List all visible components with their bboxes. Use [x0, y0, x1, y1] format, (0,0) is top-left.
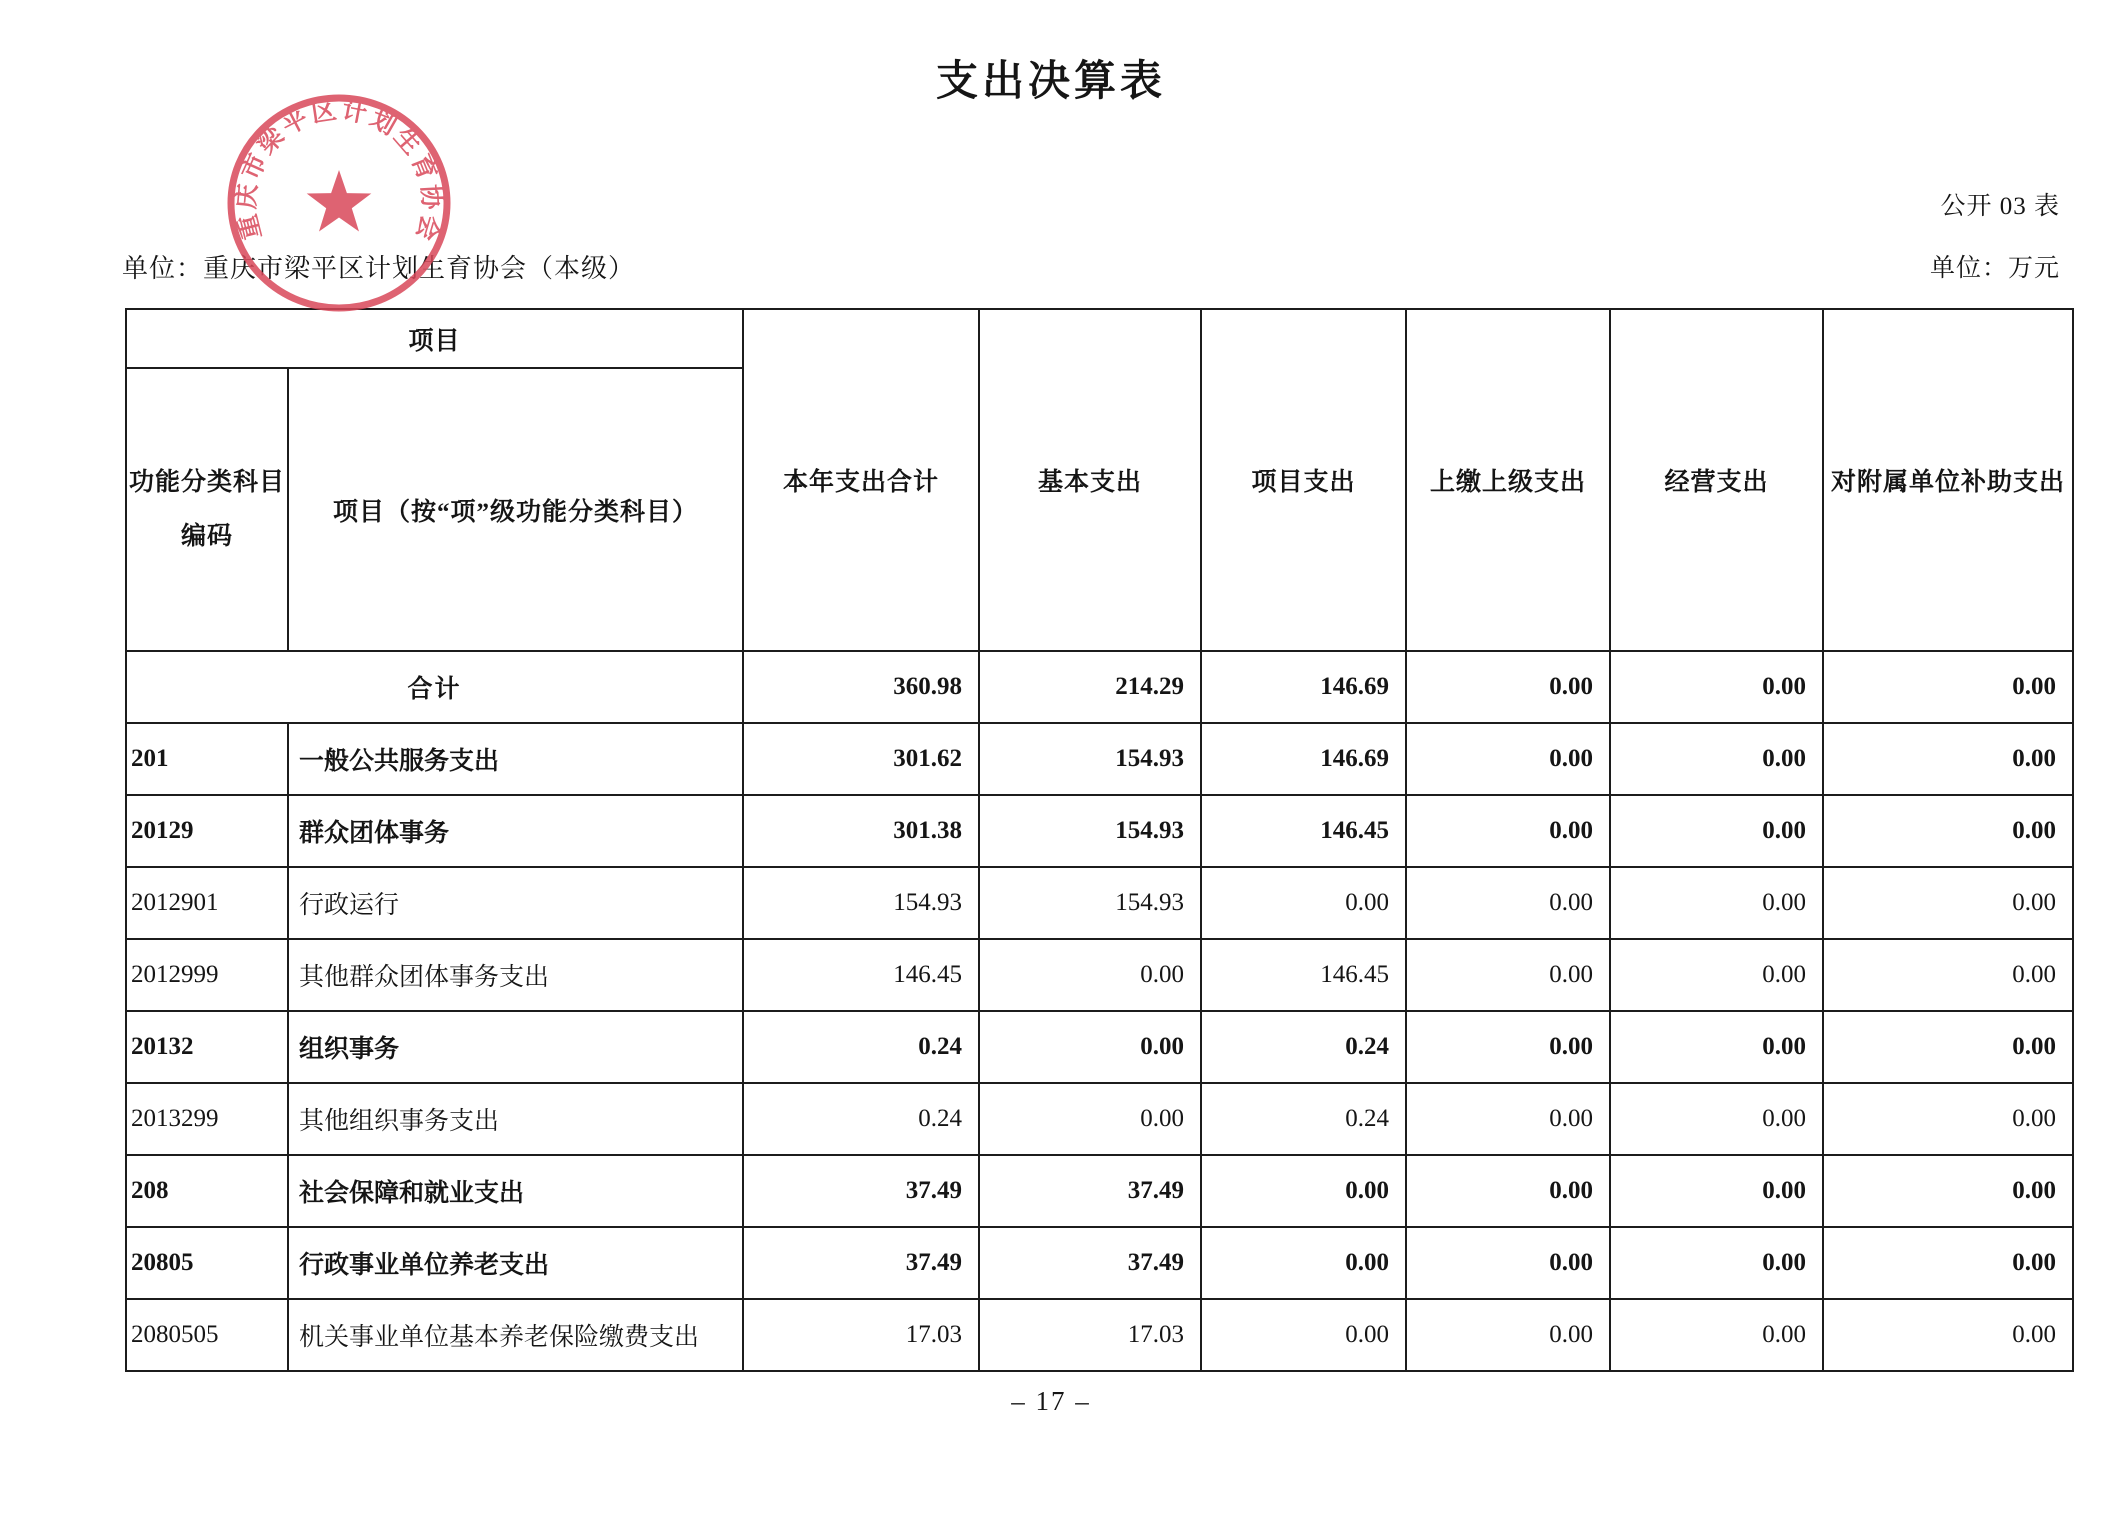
value-cell: 0.00 — [1610, 651, 1823, 723]
value-cell: 0.00 — [1201, 1155, 1406, 1227]
header-col-subsidy: 对附属单位补助支出 — [1823, 309, 2073, 651]
header-col-project: 项目支出 — [1201, 309, 1406, 651]
value-cell: 0.00 — [1823, 1299, 2073, 1371]
value-cell: 37.49 — [979, 1155, 1201, 1227]
table-row — [126, 1011, 2073, 1083]
value-cell: 0.00 — [1610, 1155, 1823, 1227]
value-cell: 0.00 — [1201, 1299, 1406, 1371]
value-cell: 0.00 — [1610, 1227, 1823, 1299]
value-cell: 154.93 — [743, 867, 979, 939]
value-cell: 0.00 — [1610, 1083, 1823, 1155]
header-project-group: 项目 — [126, 309, 743, 368]
table-row — [126, 939, 2073, 1011]
value-cell: 0.00 — [1823, 795, 2073, 867]
table-row — [126, 1083, 2073, 1155]
table-row — [126, 867, 2073, 939]
row-name: 一般公共服务支出 — [288, 723, 743, 795]
currency-unit-line: 单位：万元 — [1929, 255, 2060, 282]
value-cell: 146.45 — [743, 939, 979, 1011]
value-cell: 0.24 — [743, 1083, 979, 1155]
value-cell: 301.38 — [743, 795, 979, 867]
value-cell: 0.00 — [1610, 723, 1823, 795]
table-row — [126, 1227, 2073, 1299]
value-cell: 37.49 — [743, 1155, 979, 1227]
table-row — [126, 795, 2073, 867]
value-cell: 301.62 — [743, 723, 979, 795]
value-cell: 0.00 — [1823, 651, 2073, 723]
row-name: 机关事业单位基本养老保险缴费支出 — [288, 1299, 743, 1371]
value-cell: 0.00 — [1823, 1155, 2073, 1227]
header-col-upper: 上缴上级支出 — [1406, 309, 1610, 651]
value-cell: 0.00 — [1406, 1299, 1610, 1371]
value-cell: 146.45 — [1201, 939, 1406, 1011]
row-code: 208 — [126, 1155, 288, 1227]
value-cell: 0.00 — [979, 939, 1201, 1011]
value-cell: 0.00 — [1610, 1299, 1823, 1371]
page-title: 支出决算表 — [935, 59, 1166, 105]
seal-star-icon — [307, 170, 372, 232]
value-cell: 0.24 — [1201, 1083, 1406, 1155]
value-cell: 0.00 — [1406, 1083, 1610, 1155]
row-code: 2012999 — [126, 939, 288, 1011]
value-cell: 154.93 — [979, 867, 1201, 939]
row-name: 组织事务 — [288, 1011, 743, 1083]
page-number: – 17 – — [1011, 1386, 1091, 1416]
expenditure-table — [125, 308, 2074, 1372]
value-cell: 0.00 — [1406, 723, 1610, 795]
value-cell: 154.93 — [979, 723, 1201, 795]
seal-text: 重庆市梁平区计划生育协会 — [233, 97, 445, 247]
value-cell: 146.69 — [1201, 723, 1406, 795]
header-code-label-line2: 编码 — [180, 522, 233, 550]
value-cell: 0.00 — [1406, 1227, 1610, 1299]
row-code: 2013299 — [126, 1083, 288, 1155]
value-cell: 0.00 — [1610, 1011, 1823, 1083]
value-cell: 146.69 — [1201, 651, 1406, 723]
header-col-basic: 基本支出 — [979, 309, 1201, 651]
header-name-label: 项目（按“项”级功能分类科目） — [288, 368, 743, 651]
value-cell: 0.00 — [1406, 795, 1610, 867]
value-cell: 146.45 — [1201, 795, 1406, 867]
row-code: 201 — [126, 723, 288, 795]
table-row-total — [126, 651, 2073, 723]
value-cell: 37.49 — [979, 1227, 1201, 1299]
value-cell: 37.49 — [743, 1227, 979, 1299]
value-cell: 214.29 — [979, 651, 1201, 723]
table-row — [126, 1299, 2073, 1371]
header-col-operating: 经营支出 — [1610, 309, 1823, 651]
value-cell: 0.24 — [1201, 1011, 1406, 1083]
value-cell: 0.00 — [1823, 1227, 2073, 1299]
table-row — [126, 1155, 2073, 1227]
value-cell: 0.24 — [743, 1011, 979, 1083]
row-code: 2080505 — [126, 1299, 288, 1371]
row-code: 2012901 — [126, 867, 288, 939]
org-unit-line: 单位：重庆市梁平区计划生育协会（本级） — [122, 254, 636, 283]
value-cell: 17.03 — [743, 1299, 979, 1371]
table-row — [126, 723, 2073, 795]
row-code: 20805 — [126, 1227, 288, 1299]
value-cell: 0.00 — [979, 1083, 1201, 1155]
row-name: 群众团体事务 — [288, 795, 743, 867]
value-cell: 0.00 — [1406, 651, 1610, 723]
value-cell: 0.00 — [1610, 795, 1823, 867]
value-cell: 0.00 — [1610, 867, 1823, 939]
value-cell: 0.00 — [1406, 1011, 1610, 1083]
header-code-label-line1: 功能分类科目 — [128, 468, 285, 496]
row-name: 行政事业单位养老支出 — [288, 1227, 743, 1299]
value-cell: 154.93 — [979, 795, 1201, 867]
row-name: 行政运行 — [288, 867, 743, 939]
value-cell: 0.00 — [1610, 939, 1823, 1011]
value-cell: 0.00 — [1823, 939, 2073, 1011]
row-name: 合计 — [126, 651, 743, 723]
row-name: 社会保障和就业支出 — [288, 1155, 743, 1227]
value-cell: 0.00 — [1823, 867, 2073, 939]
value-cell: 17.03 — [979, 1299, 1201, 1371]
header-col-total: 本年支出合计 — [743, 309, 979, 651]
value-cell: 0.00 — [1406, 867, 1610, 939]
row-name: 其他群众团体事务支出 — [288, 939, 743, 1011]
value-cell: 0.00 — [1201, 867, 1406, 939]
header-code-label — [126, 368, 288, 651]
value-cell: 0.00 — [1201, 1227, 1406, 1299]
value-cell: 360.98 — [743, 651, 979, 723]
table-code-label: 公开 03 表 — [1940, 193, 2060, 220]
value-cell: 0.00 — [1406, 1155, 1610, 1227]
row-code: 20129 — [126, 795, 288, 867]
value-cell: 0.00 — [979, 1011, 1201, 1083]
value-cell: 0.00 — [1823, 1083, 2073, 1155]
header-row-project — [126, 309, 2073, 368]
value-cell: 0.00 — [1823, 723, 2073, 795]
official-seal-stamp — [222, 90, 462, 325]
value-cell: 0.00 — [1823, 1011, 2073, 1083]
row-name: 其他组织事务支出 — [288, 1083, 743, 1155]
row-code: 20132 — [126, 1011, 288, 1083]
value-cell: 0.00 — [1406, 939, 1610, 1011]
